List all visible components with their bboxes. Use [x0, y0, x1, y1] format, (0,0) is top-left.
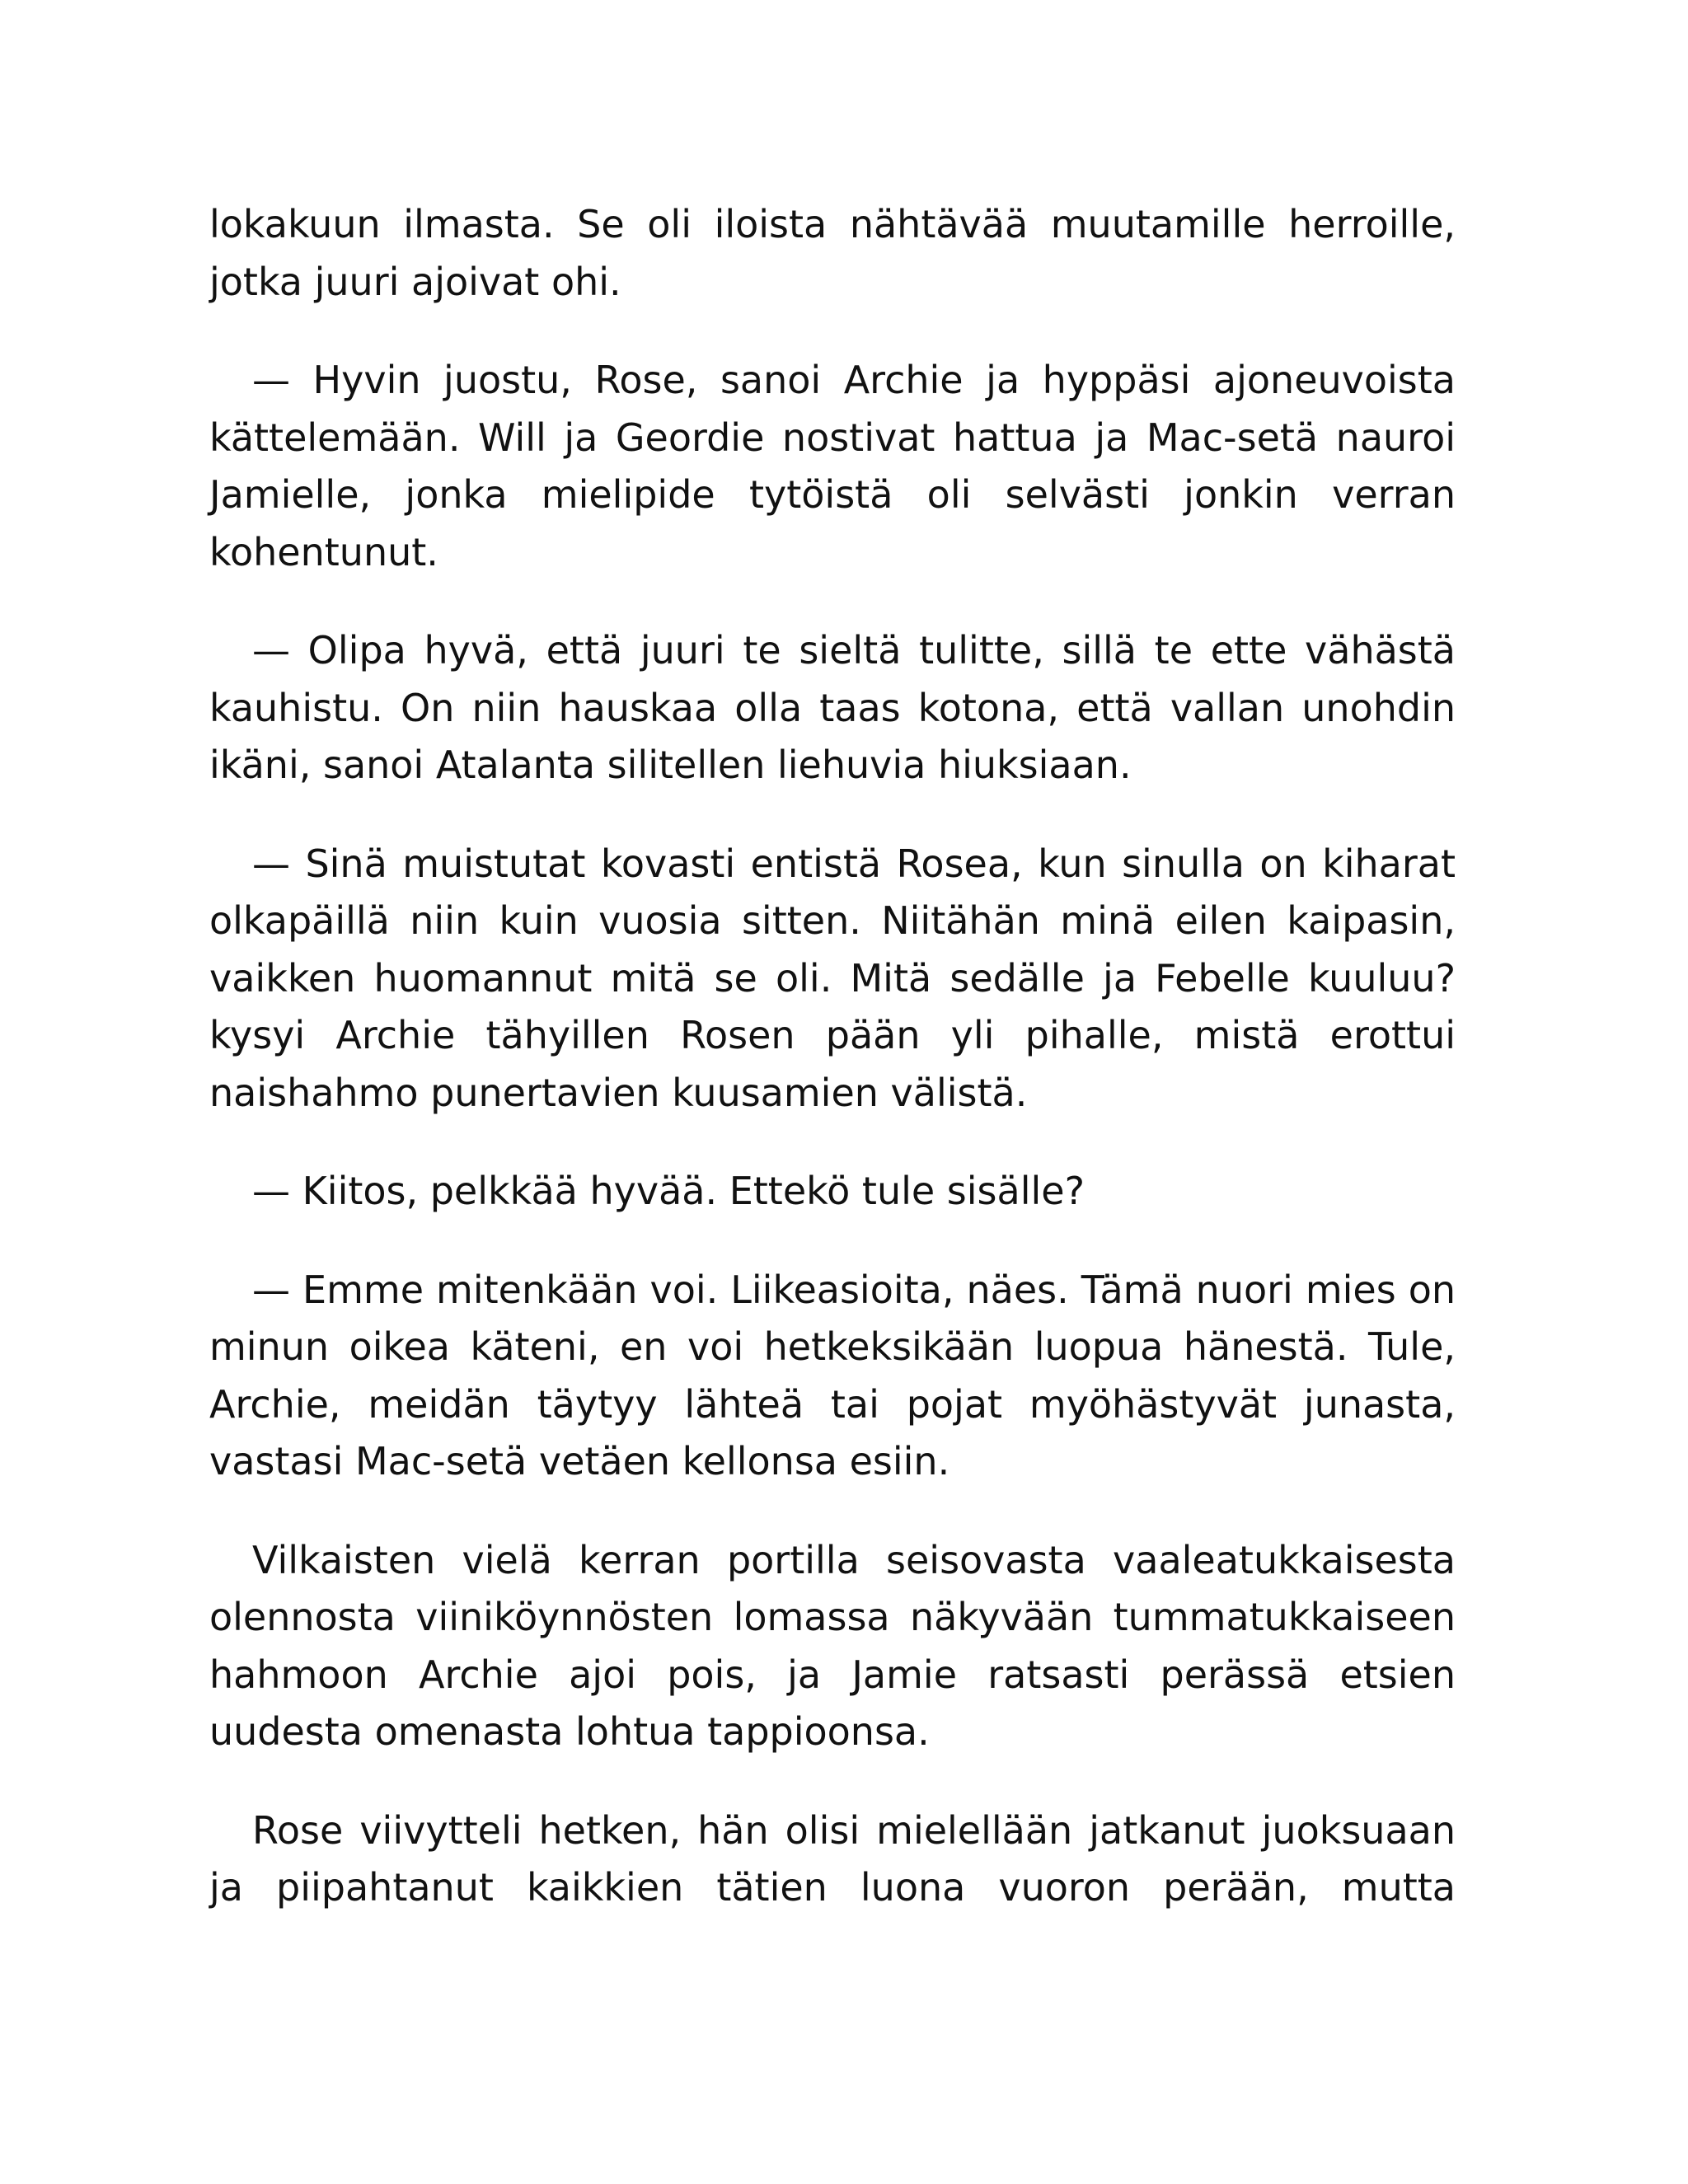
- paragraph: lokakuun ilmasta. Se oli iloista nähtävää muutamille herroille, jotka juuri ajoivat ohi.: [209, 202, 1456, 304]
- paragraph: Vilkaisten vielä kerran portilla seisovasta vaaleatukkaisesta olennosta viiniköynnösten lomassa näkyvään tummatukkaiseen hahmoon Archie ajoi pois, ja Jamie ratsasti perässä etsien uudesta omenasta lohtua tappioonsa.: [209, 1537, 1456, 1754]
- paragraph: — Kiitos, pelkkää hyvää. Ettekö tule sisälle?: [252, 1169, 1085, 1213]
- paragraph: — Hyvin juostu, Rose, sanoi Archie ja hyppäsi ajoneuvoista kättelemään. Will ja Geordie nostivat hattua ja Mac-setä nauroi Jamielle, jonka mielipide tytöistä oli selvästi jonkin verran kohentunut.: [209, 358, 1456, 574]
- paragraph: — Emme mitenkään voi. Liikeasioita, näes. Tämä nuori mies on minun oikea käteni, en voi hetkeksikään luopua hänestä. Tule, Archie, meidän täytyy lähteä tai pojat myöhästyvät junasta, vastasi Mac-setä vetäen kellonsa esiin.: [209, 1267, 1456, 1483]
- book-page: [209, 196, 1456, 1958]
- paragraph: — Olipa hyvä, että juuri te sieltä tulitte, sillä te ette vähästä kauhistu. On niin hauskaa olla taas kotona, että vallan unohdin ikäni, sanoi Atalanta silitellen liehuvia hiuksiaan.: [209, 628, 1456, 787]
- paragraph: Rose viivytteli hetken, hän olisi mielellään jatkanut juoksuaan ja piipahtanut kaikkien tätien luona vuoron perään, mutta: [209, 1807, 1456, 1910]
- paragraph: — Sinä muistutat kovasti entistä Rosea, kun sinulla on kiharat olkapäillä niin kuin vuosia sitten. Niitähän minä eilen kaipasin, vaikken huomannut mitä se oli. Mitä sedälle ja Febelle kuuluu? kysyi Archie tähyillen Rosen pään yli pihalle, mistä erottui naishahmo punertavien kuusamien välistä.: [209, 841, 1456, 1115]
